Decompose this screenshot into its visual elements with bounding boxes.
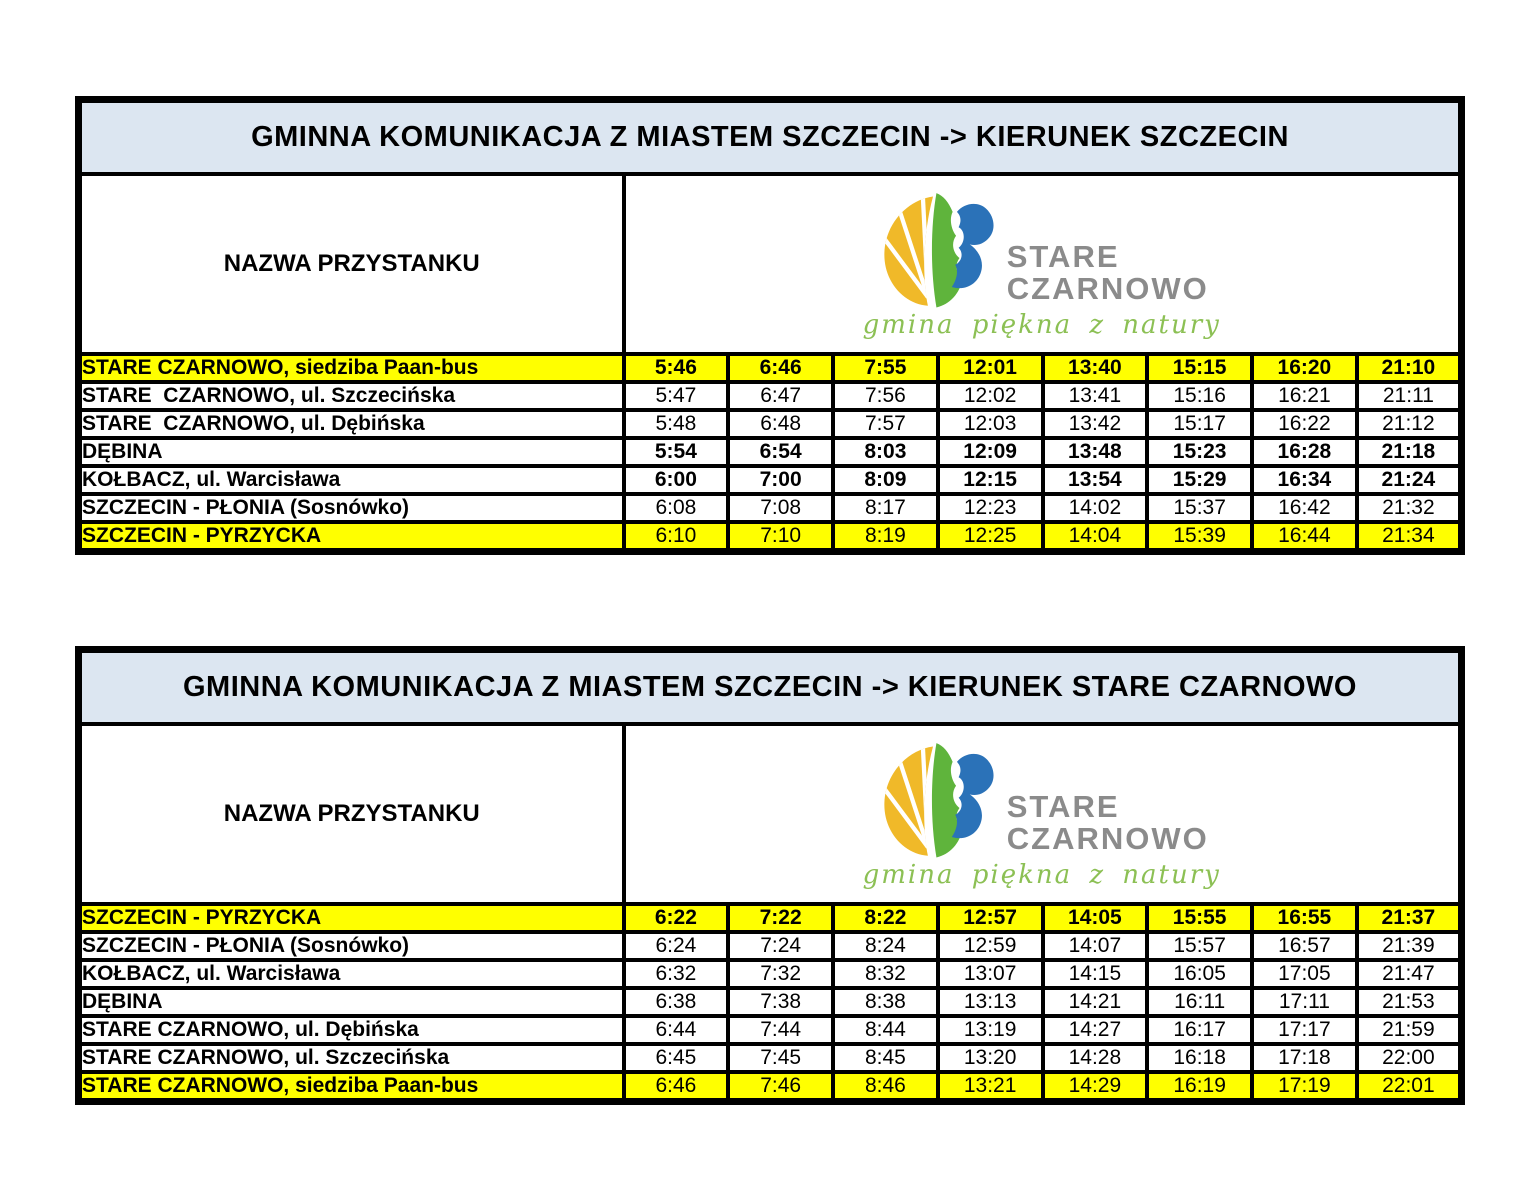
departure-time-cell: 6:45	[624, 1044, 729, 1072]
departure-time-cell: 12:23	[938, 494, 1043, 522]
timetable-row	[79, 522, 1462, 552]
departure-time-cell: 6:08	[624, 494, 729, 522]
departure-time-cell: 7:45	[728, 1044, 833, 1072]
stop-name-cell: SZCZECIN - PYRZYCKA	[79, 522, 624, 552]
timetable-row	[79, 354, 1462, 382]
departure-time-cell: 7:32	[728, 960, 833, 988]
departure-time-cell: 16:34	[1252, 466, 1357, 494]
departure-time-cell: 6:22	[624, 904, 729, 932]
departure-time-cell: 8:17	[833, 494, 938, 522]
departure-time-cell: 13:42	[1043, 410, 1148, 438]
departure-time-cell: 21:47	[1357, 960, 1462, 988]
departure-time-cell: 8:44	[833, 1016, 938, 1044]
departure-time-cell: 12:25	[938, 522, 1043, 552]
departure-time-cell: 13:20	[938, 1044, 1043, 1072]
timetable-row	[79, 1044, 1462, 1072]
departure-time-cell: 6:24	[624, 932, 729, 960]
departure-time-cell: 15:16	[1147, 382, 1252, 410]
departure-time-cell: 12:03	[938, 410, 1043, 438]
logo-tagline: gmina piękna z natury	[862, 859, 1221, 890]
logo-tagline: gmina piękna z natury	[862, 309, 1221, 340]
departure-time-cell: 8:22	[833, 904, 938, 932]
departure-time-cell: 12:09	[938, 438, 1043, 466]
departure-time-cell: 22:00	[1357, 1044, 1462, 1072]
stop-name-cell: SZCZECIN - PŁONIA (Sosnówko)	[79, 932, 624, 960]
departure-time-cell: 8:03	[833, 438, 938, 466]
departure-time-cell: 6:46	[624, 1072, 729, 1102]
logo-name-line1: STARE	[1006, 239, 1120, 275]
departure-time-cell: 7:46	[728, 1072, 833, 1102]
departure-time-cell: 21:34	[1357, 522, 1462, 552]
departure-time-cell: 8:46	[833, 1072, 938, 1102]
stare-czarnowo-emblem-icon	[875, 738, 1003, 866]
timetable-row	[79, 932, 1462, 960]
timetable-row	[79, 410, 1462, 438]
departure-time-cell: 7:44	[728, 1016, 833, 1044]
departure-time-cell: 12:57	[938, 904, 1043, 932]
timetable-kierunek-stare-czarnowo	[75, 646, 1465, 1105]
departure-time-cell: 14:05	[1043, 904, 1148, 932]
departure-time-cell: 13:07	[938, 960, 1043, 988]
departure-time-cell: 6:44	[624, 1016, 729, 1044]
departure-time-cell: 6:54	[728, 438, 833, 466]
departure-time-cell: 16:28	[1252, 438, 1357, 466]
departure-time-cell: 6:00	[624, 466, 729, 494]
departure-time-cell: 7:00	[728, 466, 833, 494]
logo-row	[875, 188, 1209, 316]
departure-time-cell: 12:15	[938, 466, 1043, 494]
header-row	[79, 724, 1462, 904]
departure-time-cell: 7:08	[728, 494, 833, 522]
departure-time-cell: 16:11	[1147, 988, 1252, 1016]
timetable-row	[79, 1016, 1462, 1044]
departure-time-cell: 6:48	[728, 410, 833, 438]
departure-time-cell: 21:18	[1357, 438, 1462, 466]
departure-time-cell: 21:59	[1357, 1016, 1462, 1044]
departure-time-cell: 12:02	[938, 382, 1043, 410]
departure-time-cell: 16:19	[1147, 1072, 1252, 1102]
departure-time-cell: 8:19	[833, 522, 938, 552]
departure-time-cell: 5:46	[624, 354, 729, 382]
logo-cell	[624, 724, 1462, 904]
departure-time-cell: 14:15	[1043, 960, 1148, 988]
timetable-row	[79, 494, 1462, 522]
departure-time-cell: 6:38	[624, 988, 729, 1016]
stare-czarnowo-emblem-icon	[875, 188, 1003, 316]
departure-time-cell: 5:48	[624, 410, 729, 438]
departure-time-cell: 7:56	[833, 382, 938, 410]
logo-wordmark	[1007, 241, 1209, 305]
timetable-row	[79, 466, 1462, 494]
departure-time-cell: 14:28	[1043, 1044, 1148, 1072]
timetable-row	[79, 904, 1462, 932]
logo-name-line1: STARE	[1006, 789, 1120, 825]
column-header-stop-name: NAZWA PRZYSTANKU	[79, 724, 624, 904]
departure-time-cell: 15:39	[1147, 522, 1252, 552]
header-row	[79, 174, 1462, 354]
timetable-kierunek-szczecin	[75, 96, 1465, 555]
departure-time-cell: 14:29	[1043, 1072, 1148, 1102]
departure-time-cell: 16:18	[1147, 1044, 1252, 1072]
departure-time-cell: 8:45	[833, 1044, 938, 1072]
departure-time-cell: 17:11	[1252, 988, 1357, 1016]
departure-time-cell: 15:15	[1147, 354, 1252, 382]
stop-name-cell: SZCZECIN - PYRZYCKA	[79, 904, 624, 932]
departure-time-cell: 21:12	[1357, 410, 1462, 438]
departure-time-cell: 8:09	[833, 466, 938, 494]
title-row	[79, 650, 1462, 724]
departure-time-cell: 17:18	[1252, 1044, 1357, 1072]
departure-time-cell: 8:32	[833, 960, 938, 988]
departure-time-cell: 21:11	[1357, 382, 1462, 410]
departure-time-cell: 13:54	[1043, 466, 1148, 494]
departure-time-cell: 15:23	[1147, 438, 1252, 466]
departure-time-cell: 7:55	[833, 354, 938, 382]
departure-time-cell: 16:21	[1252, 382, 1357, 410]
departure-time-cell: 13:19	[938, 1016, 1043, 1044]
departure-time-cell: 15:57	[1147, 932, 1252, 960]
timetable-row	[79, 382, 1462, 410]
departure-time-cell: 13:41	[1043, 382, 1148, 410]
logo-name-line2: CZARNOWO	[1006, 271, 1209, 307]
departure-time-cell: 16:05	[1147, 960, 1252, 988]
departure-time-cell: 16:17	[1147, 1016, 1252, 1044]
departure-time-cell: 6:10	[624, 522, 729, 552]
timetable-row	[79, 960, 1462, 988]
departure-time-cell: 13:13	[938, 988, 1043, 1016]
logo-row	[875, 738, 1209, 866]
departure-time-cell: 7:57	[833, 410, 938, 438]
stop-name-cell: STARE CZARNOWO, siedziba Paan-bus	[79, 1072, 624, 1102]
departure-time-cell: 7:24	[728, 932, 833, 960]
departure-time-cell: 14:04	[1043, 522, 1148, 552]
departure-time-cell: 6:46	[728, 354, 833, 382]
logo-wordmark	[1007, 791, 1209, 855]
stop-name-cell: SZCZECIN - PŁONIA (Sosnówko)	[79, 494, 624, 522]
departure-time-cell: 21:32	[1357, 494, 1462, 522]
stop-name-cell: STARE CZARNOWO, ul. Szczecińska	[79, 1044, 624, 1072]
departure-time-cell: 21:10	[1357, 354, 1462, 382]
logo-name-line2: CZARNOWO	[1006, 821, 1209, 857]
departure-time-cell: 16:55	[1252, 904, 1357, 932]
timetable-row	[79, 438, 1462, 466]
departure-time-cell: 14:02	[1043, 494, 1148, 522]
stop-name-cell: STARE CZARNOWO, ul. Szczecińska	[79, 382, 624, 410]
departure-time-cell: 13:48	[1043, 438, 1148, 466]
departure-time-cell: 5:47	[624, 382, 729, 410]
departure-time-cell: 15:17	[1147, 410, 1252, 438]
timetable-row	[79, 988, 1462, 1016]
departure-time-cell: 12:01	[938, 354, 1043, 382]
departure-time-cell: 17:05	[1252, 960, 1357, 988]
departure-time-cell: 15:55	[1147, 904, 1252, 932]
departure-time-cell: 13:40	[1043, 354, 1148, 382]
stop-name-cell: STARE CZARNOWO, siedziba Paan-bus	[79, 354, 624, 382]
departure-time-cell: 22:01	[1357, 1072, 1462, 1102]
departure-time-cell: 14:27	[1043, 1016, 1148, 1044]
logo-cell	[624, 174, 1462, 354]
departure-time-cell: 16:22	[1252, 410, 1357, 438]
departure-time-cell: 8:38	[833, 988, 938, 1016]
departure-time-cell: 13:21	[938, 1072, 1043, 1102]
departure-time-cell: 15:37	[1147, 494, 1252, 522]
departure-time-cell: 7:10	[728, 522, 833, 552]
stare-czarnowo-logo	[626, 188, 1459, 340]
departure-time-cell: 16:42	[1252, 494, 1357, 522]
table-title: GMINNA KOMUNIKACJA Z MIASTEM SZCZECIN -> KIERUNEK STARE CZARNOWO	[79, 650, 1462, 724]
departure-time-cell: 8:24	[833, 932, 938, 960]
departure-time-cell: 7:38	[728, 988, 833, 1016]
departure-time-cell: 14:21	[1043, 988, 1148, 1016]
stop-name-cell: DĘBINA	[79, 438, 624, 466]
stop-name-cell: KOŁBACZ, ul. Warcisława	[79, 960, 624, 988]
departure-time-cell: 16:57	[1252, 932, 1357, 960]
departure-time-cell: 21:37	[1357, 904, 1462, 932]
departure-time-cell: 21:53	[1357, 988, 1462, 1016]
departure-time-cell: 16:44	[1252, 522, 1357, 552]
departure-time-cell: 21:24	[1357, 466, 1462, 494]
departure-time-cell: 16:20	[1252, 354, 1357, 382]
departure-time-cell: 17:19	[1252, 1072, 1357, 1102]
departure-time-cell: 5:54	[624, 438, 729, 466]
departure-time-cell: 17:17	[1252, 1016, 1357, 1044]
departure-time-cell: 15:29	[1147, 466, 1252, 494]
stop-name-cell: KOŁBACZ, ul. Warcisława	[79, 466, 624, 494]
departure-time-cell: 6:47	[728, 382, 833, 410]
title-row	[79, 100, 1462, 174]
departure-time-cell: 12:59	[938, 932, 1043, 960]
stop-name-cell: DĘBINA	[79, 988, 624, 1016]
departure-time-cell: 14:07	[1043, 932, 1148, 960]
stare-czarnowo-logo	[626, 738, 1459, 890]
table-title: GMINNA KOMUNIKACJA Z MIASTEM SZCZECIN -> KIERUNEK SZCZECIN	[79, 100, 1462, 174]
stop-name-cell: STARE CZARNOWO, ul. Dębińska	[79, 1016, 624, 1044]
stop-name-cell: STARE CZARNOWO, ul. Dębińska	[79, 410, 624, 438]
column-header-stop-name: NAZWA PRZYSTANKU	[79, 174, 624, 354]
departure-time-cell: 21:39	[1357, 932, 1462, 960]
departure-time-cell: 7:22	[728, 904, 833, 932]
timetable-row	[79, 1072, 1462, 1102]
departure-time-cell: 6:32	[624, 960, 729, 988]
